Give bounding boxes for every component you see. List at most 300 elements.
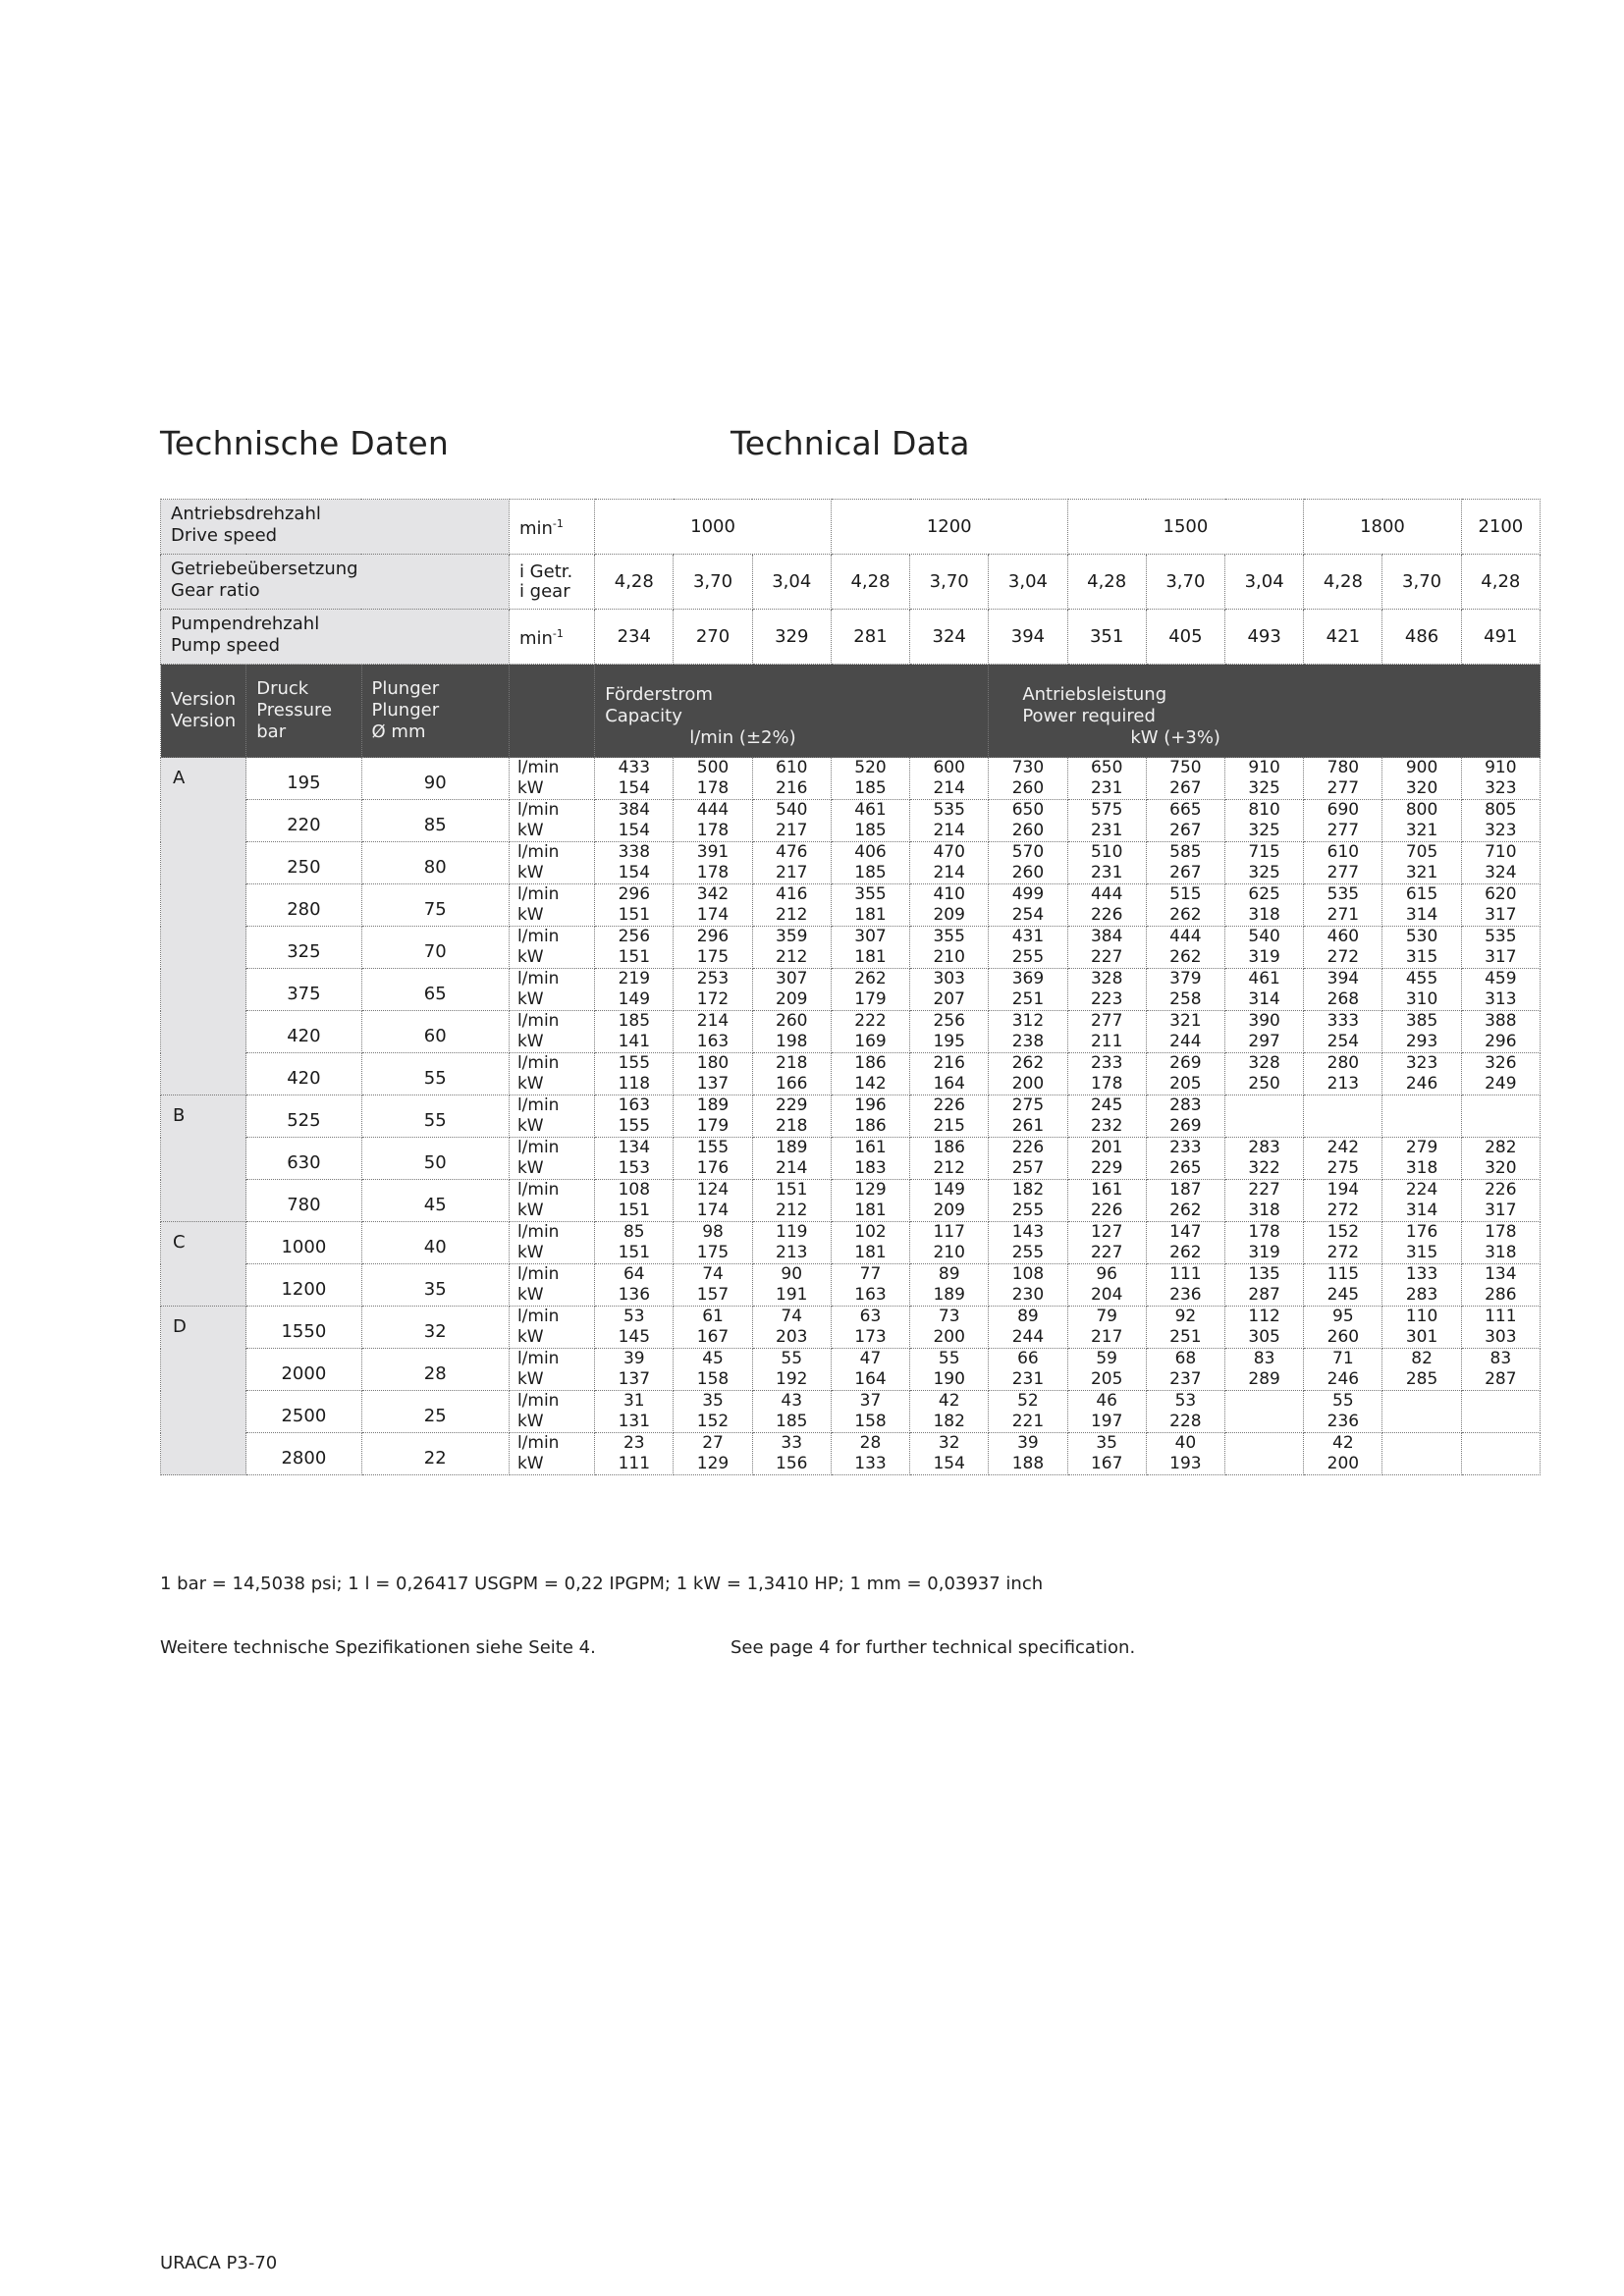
capacity-value: 98	[702, 1222, 724, 1242]
capacity-value: 143	[1011, 1222, 1045, 1242]
pump-speed-value: 324	[910, 610, 989, 665]
capacity-value: 615	[1405, 884, 1438, 904]
unit-label: l/min kW	[509, 842, 594, 884]
capacity-value: 665	[1169, 800, 1202, 820]
power-value: 293	[1405, 1032, 1438, 1051]
power-value: 195	[933, 1032, 965, 1051]
pump-speed-value: 491	[1461, 610, 1540, 665]
capacity-power-cell	[1382, 1053, 1461, 1095]
data-row	[161, 1264, 1541, 1307]
power-value: 244	[1011, 1327, 1045, 1347]
pump-speed-row	[161, 610, 1541, 665]
capacity-value: 260	[776, 1011, 808, 1031]
pressure-value: 1000	[246, 1222, 361, 1264]
capacity-value: 73	[938, 1307, 960, 1326]
capacity-power-cell	[752, 842, 831, 884]
capacity-power-cell	[752, 1391, 831, 1433]
capacity-value: 444	[1169, 927, 1202, 946]
capacity-value: 279	[1405, 1138, 1438, 1157]
power-value: 185	[854, 821, 887, 840]
capacity-value: 52	[1017, 1391, 1039, 1411]
capacity-value: 355	[933, 927, 965, 946]
power-value: 261	[1011, 1116, 1045, 1136]
capacity-value: 53	[1174, 1391, 1197, 1411]
capacity-power-cell	[674, 1095, 752, 1138]
power-value: 231	[1011, 1369, 1045, 1389]
drive-speed-label-en: Drive speed	[171, 525, 278, 546]
unit-label: l/min kW	[509, 1349, 594, 1391]
capacity-value: 23	[623, 1433, 645, 1453]
pressure-value: 1550	[246, 1307, 361, 1349]
data-row	[161, 1180, 1541, 1222]
capacity-value: 178	[1248, 1222, 1280, 1242]
unit-label: l/min kW	[509, 927, 594, 969]
pump-speed-value: 421	[1304, 610, 1382, 665]
capacity-power-cell	[1461, 1138, 1540, 1180]
power-value: 174	[696, 905, 730, 925]
power-value: 317	[1485, 905, 1517, 925]
capacity-value: 388	[1485, 1011, 1517, 1031]
data-row	[161, 969, 1541, 1011]
version-label: D	[161, 1307, 246, 1475]
plunger-value: 70	[361, 927, 509, 969]
power-value: 231	[1090, 821, 1123, 840]
capacity-power-cell	[1067, 1349, 1146, 1391]
capacity-power-cell	[1382, 842, 1461, 884]
capacity-power-cell	[752, 1138, 831, 1180]
power-value: 265	[1169, 1158, 1202, 1178]
capacity-power-cell	[1382, 1222, 1461, 1264]
capacity-power-cell	[1382, 1307, 1461, 1349]
power-value: 245	[1326, 1285, 1360, 1305]
power-value: 142	[854, 1074, 887, 1094]
capacity-value: 55	[781, 1349, 803, 1368]
power-value: 254	[1011, 905, 1045, 925]
power-value: 325	[1248, 778, 1280, 798]
power-value: 277	[1326, 821, 1360, 840]
capacity-power-cell	[752, 1053, 831, 1095]
capacity-power-cell	[1225, 1053, 1304, 1095]
capacity-value: 333	[1326, 1011, 1360, 1031]
unit-label: l/min kW	[509, 1095, 594, 1138]
capacity-value: 226	[933, 1095, 965, 1115]
capacity-power-cell	[910, 1433, 989, 1475]
plunger-value: 35	[361, 1264, 509, 1307]
capacity-power-cell	[1146, 1264, 1224, 1307]
capacity-power-cell	[1067, 884, 1146, 927]
unit-label: l/min kW	[509, 884, 594, 927]
data-row	[161, 1349, 1541, 1391]
power-value: 238	[1011, 1032, 1045, 1051]
pump-speed-label-en: Pump speed	[171, 635, 281, 656]
power-value: 181	[854, 947, 887, 967]
unit-label: l/min kW	[509, 1180, 594, 1222]
capacity-value: 355	[854, 884, 887, 904]
capacity-power-cell	[674, 842, 752, 884]
gear-ratio-value: 4,28	[831, 555, 909, 610]
power-value: 236	[1326, 1412, 1360, 1431]
capacity-power-cell	[1146, 1180, 1224, 1222]
capacity-value: 269	[1169, 1053, 1202, 1073]
power-value: 272	[1326, 1243, 1360, 1262]
capacity-value: 328	[1090, 969, 1123, 988]
capacity-value: 53	[623, 1307, 645, 1326]
capacity-value: 31	[623, 1391, 645, 1411]
capacity-power-cell	[674, 969, 752, 1011]
capacity-value: 39	[1017, 1433, 1039, 1453]
capacity-power-cell	[1382, 1349, 1461, 1391]
capacity-power-cell	[674, 1433, 752, 1475]
power-value: 313	[1485, 989, 1517, 1009]
power-value: 209	[776, 989, 808, 1009]
capacity-value: 338	[618, 842, 651, 862]
plunger-value: 32	[361, 1307, 509, 1349]
capacity-power-cell	[1225, 884, 1304, 927]
capacity-value: 625	[1248, 884, 1280, 904]
capacity-value: 326	[1485, 1053, 1517, 1073]
capacity-power-cell	[1304, 758, 1382, 800]
power-value: 272	[1326, 947, 1360, 967]
capacity-power-cell	[674, 1307, 752, 1349]
power-value: 226	[1090, 1201, 1123, 1220]
capacity-power-cell	[1146, 1138, 1224, 1180]
pump-speed-value: 281	[831, 610, 909, 665]
capacity-value: 218	[776, 1053, 808, 1073]
power-value: 251	[1169, 1327, 1202, 1347]
capacity-power-cell	[1225, 1433, 1304, 1475]
power-value: 131	[618, 1412, 651, 1431]
data-row	[161, 842, 1541, 884]
capacity-value: 111	[1169, 1264, 1202, 1284]
capacity-value: 42	[938, 1391, 960, 1411]
capacity-value: 133	[1405, 1264, 1438, 1284]
power-value: 214	[933, 863, 965, 882]
capacity-power-cell	[1461, 969, 1540, 1011]
version-label: A	[161, 758, 246, 1095]
capacity-power-cell	[1146, 969, 1224, 1011]
power-value: 172	[696, 989, 730, 1009]
capacity-power-cell	[752, 927, 831, 969]
pump-speed-value: 270	[674, 610, 752, 665]
power-value: 215	[933, 1116, 965, 1136]
capacity-power-cell	[1304, 842, 1382, 884]
capacity-value: 161	[1090, 1180, 1123, 1200]
capacity-power-cell	[1304, 884, 1382, 927]
capacity-power-cell	[989, 842, 1067, 884]
unit-label: l/min kW	[509, 1264, 594, 1307]
capacity-value: 64	[623, 1264, 645, 1284]
capacity-value: 359	[776, 927, 808, 946]
pump-speed-value: 486	[1382, 610, 1461, 665]
capacity-power-cell	[910, 1264, 989, 1307]
capacity-power-cell	[1067, 1053, 1146, 1095]
unit-label: l/min kW	[509, 1053, 594, 1095]
plunger-value: 75	[361, 884, 509, 927]
capacity-value: 59	[1096, 1349, 1117, 1368]
power-value: 275	[1326, 1158, 1360, 1178]
plunger-value: 28	[361, 1349, 509, 1391]
capacity-value: 245	[1090, 1095, 1123, 1115]
capacity-value: 129	[854, 1180, 887, 1200]
capacity-power-cell	[1067, 1264, 1146, 1307]
data-row	[161, 884, 1541, 927]
power-value: 228	[1169, 1412, 1202, 1431]
capacity-power-cell	[1461, 842, 1540, 884]
power-value: 167	[1090, 1454, 1123, 1473]
capacity-power-cell	[910, 1095, 989, 1138]
gear-ratio-value: 3,70	[1382, 555, 1461, 610]
capacity-power-cell	[752, 1349, 831, 1391]
power-value: 289	[1248, 1369, 1280, 1389]
power-value: 213	[1326, 1074, 1360, 1094]
data-row	[161, 1307, 1541, 1349]
power-value: 154	[618, 821, 651, 840]
capacity-value: 102	[854, 1222, 887, 1242]
unit-header	[509, 665, 594, 758]
capacity-power-cell	[1304, 1095, 1382, 1138]
drive-speed-value: 1200	[831, 500, 1067, 555]
capacity-value: 585	[1169, 842, 1202, 862]
capacity-value: 535	[933, 800, 965, 820]
capacity-value: 35	[702, 1391, 724, 1411]
capacity-value: 500	[696, 758, 730, 777]
gear-ratio-value: 4,28	[1067, 555, 1146, 610]
power-value: 163	[696, 1032, 730, 1051]
pressure-value: 420	[246, 1053, 361, 1095]
power-value: 185	[854, 863, 887, 882]
capacity-power-cell	[989, 1053, 1067, 1095]
power-value: 193	[1169, 1454, 1202, 1473]
capacity-value: 470	[933, 842, 965, 862]
capacity-power-cell	[1146, 927, 1224, 969]
capacity-power-cell	[1382, 1011, 1461, 1053]
capacity-power-cell	[1304, 800, 1382, 842]
capacity-value: 262	[854, 969, 887, 988]
power-value: 164	[933, 1074, 965, 1094]
pressure-value: 220	[246, 800, 361, 842]
capacity-value: 570	[1011, 842, 1045, 862]
power-value: 301	[1405, 1327, 1438, 1347]
capacity-value: 390	[1248, 1011, 1280, 1031]
power-value: 200	[1011, 1074, 1045, 1094]
capacity-power-cell	[595, 1053, 674, 1095]
capacity-value: 535	[1485, 927, 1517, 946]
capacity-power-cell	[595, 1433, 674, 1475]
capacity-value: 43	[781, 1391, 803, 1411]
capacity-value: 461	[854, 800, 887, 820]
plunger-value: 65	[361, 969, 509, 1011]
capacity-power-cell	[752, 800, 831, 842]
capacity-power-cell	[1067, 969, 1146, 1011]
pump-speed-value: 351	[1067, 610, 1146, 665]
plunger-value: 90	[361, 758, 509, 800]
capacity-value: 55	[938, 1349, 960, 1368]
capacity-power-cell	[674, 884, 752, 927]
column-header-row	[161, 665, 1541, 758]
power-value: 314	[1248, 989, 1280, 1009]
capacity-value: 110	[1405, 1307, 1438, 1326]
capacity-power-cell	[910, 1138, 989, 1180]
capacity-power-cell	[831, 1433, 909, 1475]
power-value: 209	[933, 905, 965, 925]
capacity-power-cell	[674, 1053, 752, 1095]
capacity-power-cell	[595, 1138, 674, 1180]
power-value: 212	[776, 947, 808, 967]
unit-label: l/min kW	[509, 758, 594, 800]
capacity-power-cell	[989, 1391, 1067, 1433]
capacity-value: 180	[696, 1053, 730, 1073]
capacity-value: 161	[854, 1138, 887, 1157]
capacity-value: 406	[854, 842, 887, 862]
power-value: 323	[1485, 778, 1517, 798]
capacity-value: 515	[1169, 884, 1202, 904]
capacity-value: 296	[618, 884, 651, 904]
capacity-value: 800	[1405, 800, 1438, 820]
power-value: 145	[618, 1327, 651, 1347]
power-value: 272	[1326, 1201, 1360, 1220]
capacity-power-cell	[1225, 842, 1304, 884]
unit-label: l/min kW	[509, 1307, 594, 1349]
capacity-value: 196	[854, 1095, 887, 1115]
capacity-value: 369	[1011, 969, 1045, 988]
capacity-value: 780	[1326, 758, 1360, 777]
power-value: 141	[618, 1032, 651, 1051]
capacity-value: 178	[1485, 1222, 1517, 1242]
power-value: 163	[854, 1285, 887, 1305]
capacity-value: 79	[1096, 1307, 1117, 1326]
capacity-value: 227	[1248, 1180, 1280, 1200]
pressure-value: 195	[246, 758, 361, 800]
capacity-power-cell	[752, 1222, 831, 1264]
plunger-header: Plunger Plunger Ø mm	[361, 665, 509, 758]
power-value: 260	[1011, 863, 1045, 882]
capacity-value: 650	[1011, 800, 1045, 820]
conversion-note: 1 bar = 14,5038 psi; 1 l = 0,26417 USGPM = 0,22 IPGPM; 1 kW = 1,3410 HP; 1 mm = 0,03937 inch	[160, 1574, 1044, 1594]
capacity-value: 433	[618, 758, 651, 777]
capacity-value: 226	[1485, 1180, 1517, 1200]
power-value: 314	[1405, 905, 1438, 925]
capacity-value: 530	[1405, 927, 1438, 946]
power-value: 203	[776, 1327, 808, 1347]
capacity-value: 391	[696, 842, 730, 862]
capacity-power-cell	[674, 1138, 752, 1180]
capacity-value: 277	[1090, 1011, 1123, 1031]
capacity-power-cell	[1461, 1095, 1540, 1138]
capacity-power-cell	[1225, 1011, 1304, 1053]
capacity-value: 149	[933, 1180, 965, 1200]
power-value: 260	[1011, 821, 1045, 840]
capacity-power-cell	[1225, 1138, 1304, 1180]
capacity-power-cell	[1225, 927, 1304, 969]
pressure-value: 420	[246, 1011, 361, 1053]
capacity-power-cell	[831, 1391, 909, 1433]
capacity-power-cell	[831, 884, 909, 927]
power-value: 204	[1090, 1285, 1123, 1305]
capacity-value: 321	[1169, 1011, 1202, 1031]
capacity-value: 282	[1485, 1138, 1517, 1157]
capacity-power-cell	[674, 758, 752, 800]
capacity-power-cell	[831, 927, 909, 969]
technical-data-table	[160, 499, 1541, 1475]
pressure-value: 2000	[246, 1349, 361, 1391]
pressure-value: 325	[246, 927, 361, 969]
pressure-value: 525	[246, 1095, 361, 1138]
capacity-value: 176	[1405, 1222, 1438, 1242]
capacity-value: 307	[776, 969, 808, 988]
capacity-power-cell	[1225, 1307, 1304, 1349]
power-value: 207	[933, 989, 965, 1009]
capacity-power-cell	[1382, 800, 1461, 842]
power-value: 310	[1405, 989, 1438, 1009]
power-value: 277	[1326, 778, 1360, 798]
capacity-power-cell	[1067, 1307, 1146, 1349]
model-label: URACA P3-70	[160, 2253, 278, 2273]
capacity-power-cell	[1304, 1433, 1382, 1475]
capacity-power-cell	[674, 1222, 752, 1264]
capacity-power-cell	[1146, 1391, 1224, 1433]
gear-ratio-value: 3,04	[1225, 555, 1304, 610]
power-value: 296	[1485, 1032, 1517, 1051]
power-value: 133	[854, 1454, 887, 1473]
power-value: 315	[1405, 947, 1438, 967]
power-value: 205	[1090, 1369, 1123, 1389]
power-value: 267	[1169, 778, 1202, 798]
power-value: 271	[1326, 905, 1360, 925]
capacity-value: 600	[933, 758, 965, 777]
capacity-power-cell	[752, 884, 831, 927]
capacity-value: 715	[1248, 842, 1280, 862]
capacity-power-cell	[1067, 1222, 1146, 1264]
pressure-value: 1200	[246, 1264, 361, 1307]
capacity-power-cell	[1461, 1180, 1540, 1222]
power-value: 262	[1169, 1243, 1202, 1262]
power-value: 181	[854, 905, 887, 925]
version-label: B	[161, 1095, 246, 1222]
capacity-value: 750	[1169, 758, 1202, 777]
pump-speed-value: 394	[989, 610, 1067, 665]
pump-speed-value: 329	[752, 610, 831, 665]
power-value: 212	[933, 1158, 965, 1178]
capacity-power-cell	[910, 842, 989, 884]
capacity-power-cell	[1304, 1391, 1382, 1433]
capacity-power-cell	[1067, 1391, 1146, 1433]
capacity-power-cell	[1304, 1222, 1382, 1264]
data-row	[161, 1433, 1541, 1475]
capacity-value: 385	[1405, 1011, 1438, 1031]
gear-ratio-unit: i Getr. i gear	[509, 555, 594, 610]
pump-speed-value: 493	[1225, 610, 1304, 665]
capacity-value: 219	[618, 969, 651, 988]
power-value: 205	[1169, 1074, 1202, 1094]
power-value: 321	[1405, 863, 1438, 882]
data-row	[161, 1095, 1541, 1138]
capacity-power-cell	[752, 1307, 831, 1349]
power-value: 269	[1169, 1116, 1202, 1136]
capacity-power-cell	[752, 1433, 831, 1475]
capacity-power-cell	[1382, 1095, 1461, 1138]
capacity-value: 540	[776, 800, 808, 820]
capacity-power-cell	[831, 1307, 909, 1349]
capacity-power-cell	[674, 1349, 752, 1391]
power-value: 178	[696, 778, 730, 798]
power-value: 216	[776, 778, 808, 798]
capacity-power-cell	[1146, 1307, 1224, 1349]
power-value: 209	[933, 1201, 965, 1220]
capacity-power-cell	[1067, 1011, 1146, 1053]
capacity-power-cell	[910, 1222, 989, 1264]
capacity-value: 32	[938, 1433, 960, 1453]
power-value: 197	[1090, 1412, 1123, 1431]
